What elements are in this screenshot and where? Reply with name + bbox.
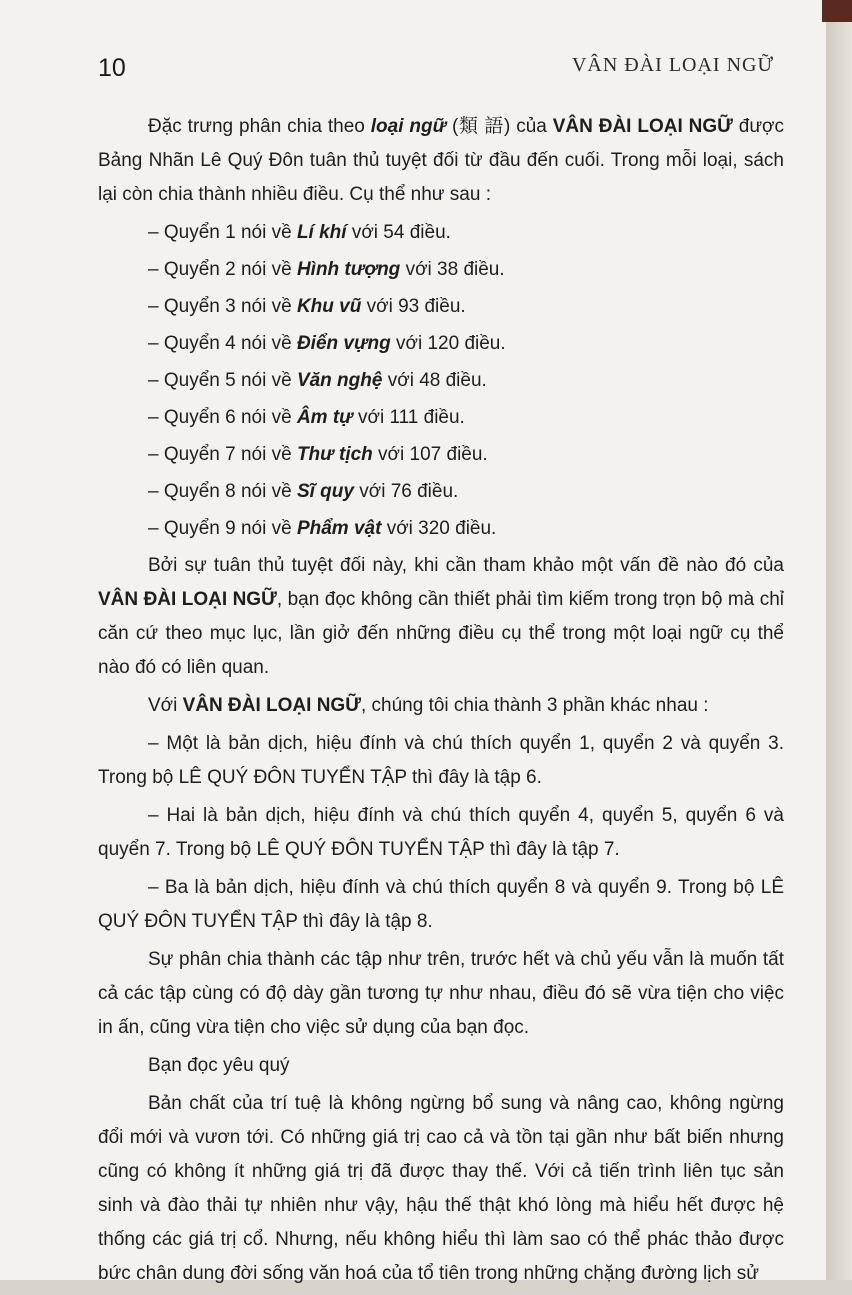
part-item: – Một là bản dịch, hiệu đính và chú thích quyển 1, quyển 2 và quyển 3. Trong bộ LÊ QUÝ ĐÔN TUYỂN TẬP thì đây là tập 6. [98,733,784,788]
text: với 111 điều. [352,407,465,428]
paragraph-wisdom: Bản chất của trí tuệ là không ngừng bổ sung và nâng cao, không ngừng đổi mới và vươn tới. Có những giá trị cao cả và tồn tại gần như bất biến nhưng cũng có không ít những giá trị đã được thay thế. Với cả tiến trình liên tục sản sinh và đào thải tự nhiên như vậy, hậu thế thật khó lòng mà hiểu hết được hệ thống các giá trị cổ. Nhưng, nếu không hiểu thì làm sao có thể phác thảo được bức chân dung đời sống văn hoá của tổ tiên trong những chặng đường lịch sử [98,1093,784,1284]
part-item: – Ba là bản dịch, hiệu đính và chú thích quyển 8 và quyển 9. Trong bộ LÊ QUÝ ĐÔN TUYỂN TẬP thì đây là tập 8. [98,877,784,932]
book-cover-corner [822,0,852,22]
text: Đặc trưng phân chia theo [148,116,371,137]
text: Với [148,695,183,716]
text: với 76 điều. [353,481,459,502]
page-number: 10 [98,54,126,82]
text: – Quyển 7 nói về [148,444,297,465]
volume-topic: Lí khí [296,222,347,243]
paragraph-usage [98,549,784,685]
list-item [98,438,784,472]
text: với 107 điều. [372,444,488,465]
list-item [98,327,784,361]
list-item [98,216,784,250]
book-title: VÂN ĐÀI LOẠI NGỮ [552,116,733,137]
paragraph-intro [98,110,784,212]
volume-topic: Thư tịch [296,444,373,465]
volume-topic: Văn nghệ [296,370,383,391]
volume-topic: Sĩ quy [296,481,354,502]
paragraph-parts-intro [98,689,784,723]
text: với 38 điều. [400,259,505,280]
text: – Quyển 2 nói về [148,259,297,280]
list-item [98,401,784,435]
volume-topic: Khu vũ [296,296,362,317]
salutation: Bạn đọc yêu quý [148,1055,290,1076]
volume-topic: Phẩm vật [296,518,382,539]
list-item [98,512,784,546]
text: – Quyển 8 nói về [148,481,297,502]
running-title: VÂN ĐÀI LOẠI NGỮ [571,54,774,76]
text: , chúng tôi chia thành 3 phần khác nhau : [360,695,709,716]
paragraph-division: Sự phân chia thành các tập như trên, trước hết và chủ yếu vẫn là muốn tất cả các tập cùng có độ dày gần tương tự như nhau, điều đó sẽ vừa tiện cho việc in ấn, cũng vừa tiện cho việc sử dụng của bạn đọc. [98,949,784,1038]
page-body [98,110,784,1295]
text: với 93 điều. [361,296,466,317]
part-item: – Hai là bản dịch, hiệu đính và chú thích quyển 4, quyển 5, quyển 6 và quyển 7. Trong bộ LÊ QUÝ ĐÔN TUYỂN TẬP thì đây là tập 7. [98,805,784,860]
text: được Bảng Nhãn Lê Quý Đôn tuân thủ tuyệt đối từ đầu đến cuối. Trong mỗi loại, sách lại còn chia thành nhiều điều. Cụ thể như sau : [98,116,784,205]
list-item [98,253,784,287]
list-item [98,475,784,509]
volume-list [98,216,784,546]
text: – Quyển 9 nói về [148,518,297,539]
text: – Quyển 3 nói về [148,296,297,317]
volume-topic: Điển vựng [296,333,391,354]
volume-topic: Âm tự [296,407,353,428]
volume-topic: Hình tượng [296,259,401,280]
text: Bởi sự tuân thủ tuyệt đối này, khi cần tham khảo một vấn đề nào đó của [148,555,784,576]
text: với 54 điều. [346,222,451,243]
text: với 48 điều. [382,370,487,391]
list-item [98,364,784,398]
text: , bạn đọc không cần thiết phải tìm kiếm trong trọn bộ mà chỉ căn cứ theo mục lục, lần giở đến những điều cụ thể trong một loại ngữ cụ thể nào đó có liên quan. [98,589,784,678]
text: – Quyển 6 nói về [148,407,297,428]
list-item [98,290,784,324]
book-title: VÂN ĐÀI LOẠI NGỮ [182,695,361,716]
text: (類 語) của [446,116,553,137]
text: – Quyển 5 nói về [148,370,297,391]
text: với 120 điều. [390,333,506,354]
text: với 320 điều. [381,518,497,539]
text: – Quyển 4 nói về [148,333,297,354]
book-title: VÂN ĐÀI LOẠI NGỮ [98,589,277,610]
page-edge [826,0,852,1280]
term-loai-ngu: loại ngữ [370,116,447,137]
text: – Quyển 1 nói về [148,222,297,243]
